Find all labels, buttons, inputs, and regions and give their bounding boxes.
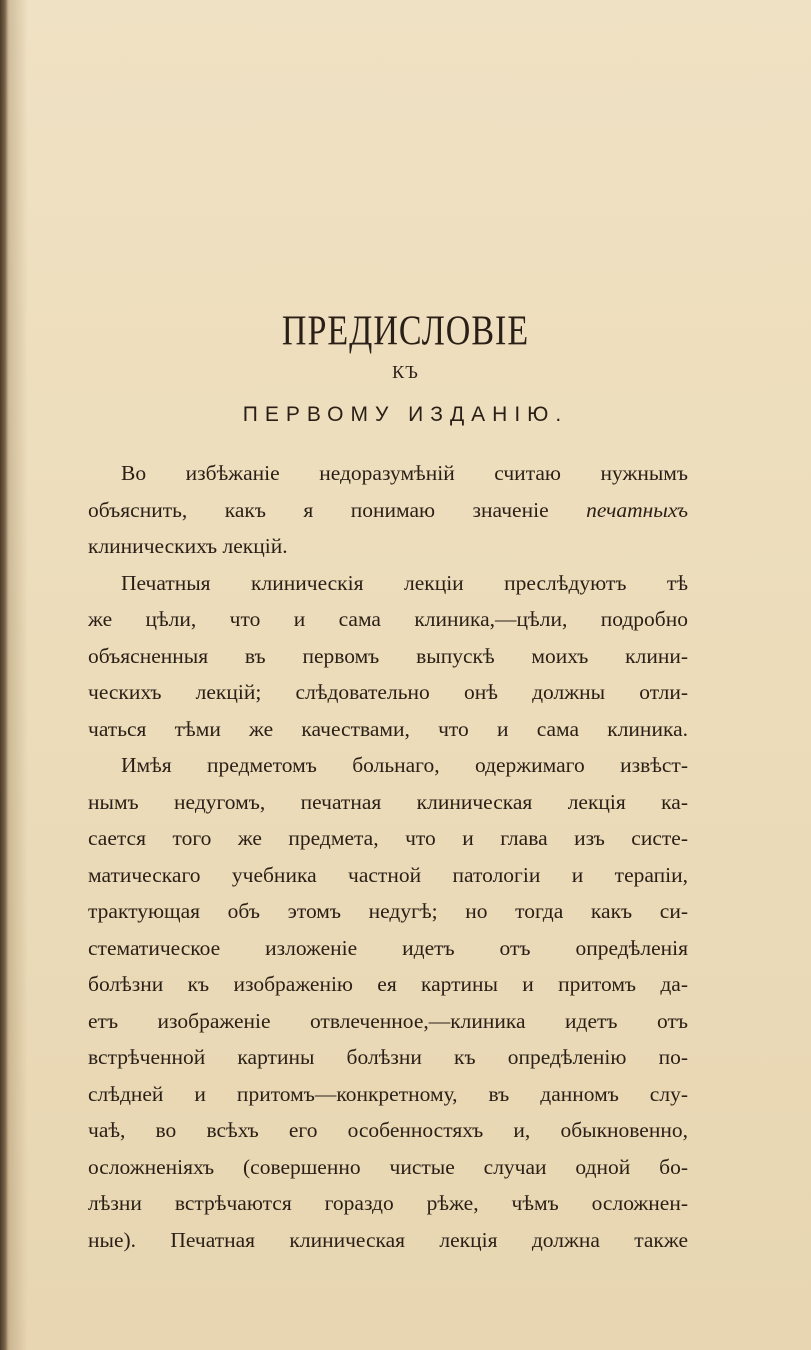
text-line: матическаго учебника частной патологіи и терапіи, <box>88 862 688 887</box>
title-preposition: КЪ <box>392 362 419 382</box>
text-line: Во избѣжаніе недоразумѣній считаю нужнымъ <box>121 461 688 485</box>
text-line: трактующая объ этомъ недугѣ; но тогда какъ си- <box>88 899 688 923</box>
text-line-part: объяснить, какъ я понимаю значеніе <box>88 497 549 522</box>
text-line: болѣзни къ изображенію ея картины и притомъ да- <box>88 972 688 996</box>
text-line: нымъ недугомъ, печатная клиническая лекція ка- <box>88 789 688 814</box>
text-line: встрѣченной картины болѣзни къ опредѣленію по- <box>88 1045 688 1069</box>
body-text <box>88 455 688 1258</box>
text-line: стематическое изложеніе идетъ отъ опредѣленія <box>88 935 688 960</box>
text-line: клиническихъ лекцій. <box>88 534 288 558</box>
emphasized-word: печатныхъ <box>586 497 688 522</box>
paragraph-1 <box>88 455 688 565</box>
text-line: сается того же предмета, что и глава изъ систе- <box>88 826 688 850</box>
paragraph-2 <box>88 565 688 748</box>
text-line: ные). Печатная клиническая лекція должна также <box>88 1227 688 1252</box>
text-line: чаться тѣми же качествами, что и сама клиника. <box>88 716 688 741</box>
paragraph-3 <box>88 747 688 1258</box>
text-line: етъ изображеніе отвлеченное,—клиника идетъ отъ <box>88 1008 688 1033</box>
text-line: Печатныя клиническія лекціи преслѣдуютъ тѣ <box>121 570 688 595</box>
text-line <box>88 492 688 529</box>
text-line: слѣдней и притомъ—конкретному, въ данномъ слу- <box>88 1081 688 1106</box>
text-line: же цѣли, что и сама клиника,—цѣли, подробно <box>88 607 688 631</box>
text-line: осложненіяхъ (совершенно чистые случаи одной бо- <box>88 1154 688 1179</box>
text-line: объясненныя въ первомъ выпускѣ моихъ клини- <box>88 643 688 668</box>
text-line: ческихъ лекцій; слѣдовательно онѣ должны отли- <box>88 680 688 704</box>
text-line: чаѣ, во всѣхъ его особенностяхъ и, обыкновенно, <box>88 1118 688 1142</box>
page-subtitle: ПЕРВОМУ ИЗДАНІЮ. <box>242 403 569 426</box>
text-line: Имѣя предметомъ больнаго, одержимаго извѣст- <box>121 753 688 777</box>
book-spine-shadow <box>0 0 8 1350</box>
page-title: ПРЕДИСЛОВІЕ <box>281 308 530 355</box>
text-line: лѣзни встрѣчаются гораздо рѣже, чѣмъ осложнен- <box>88 1191 688 1215</box>
